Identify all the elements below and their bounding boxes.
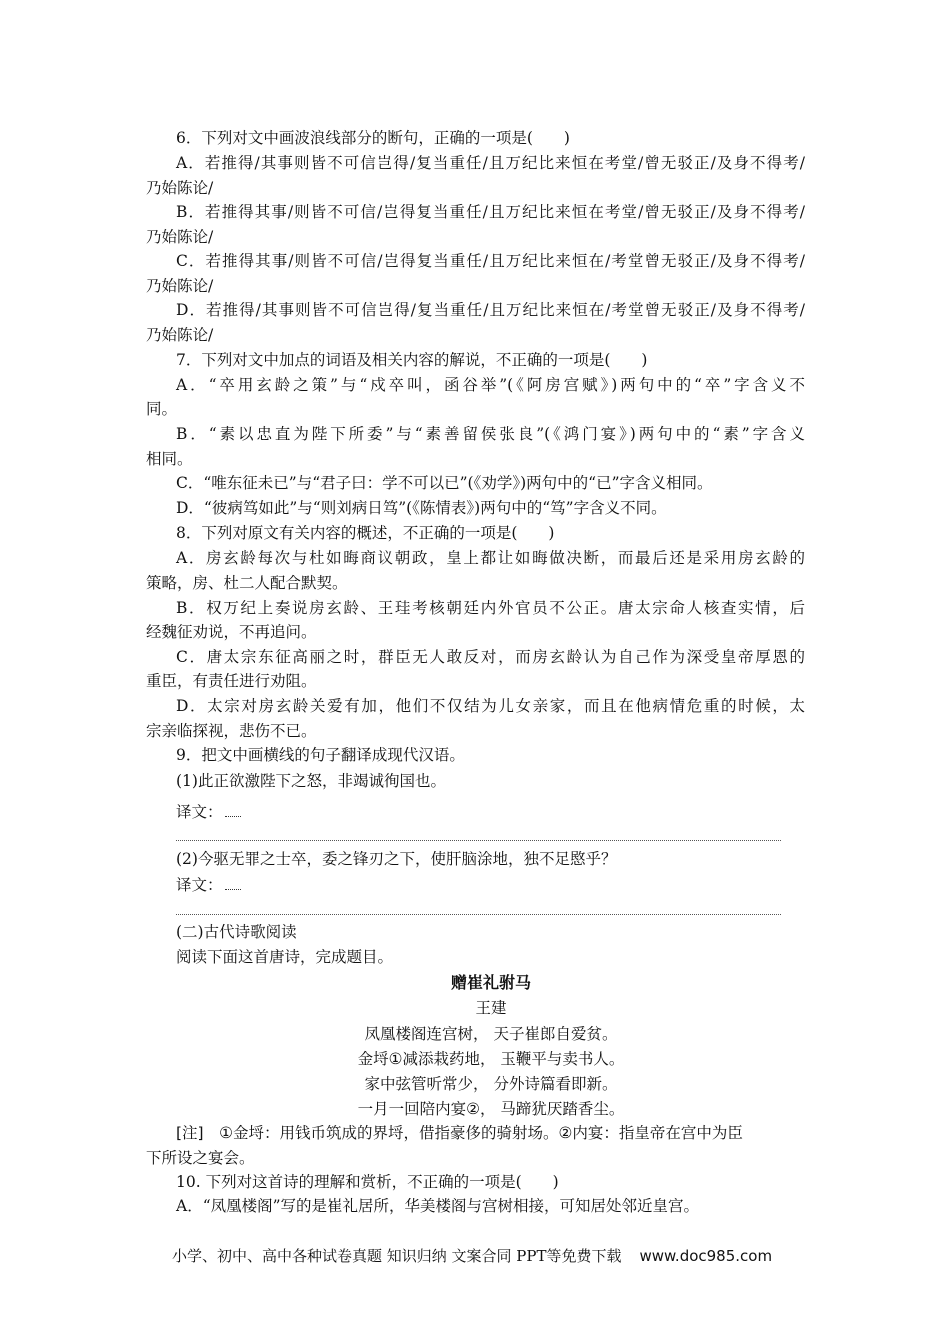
poem-line-4: 一月一回陪内宴②， 马蹄犹厌踏香尘。: [357, 1100, 625, 1118]
q7-option-b-cont: 相同。: [146, 450, 193, 468]
q8-option-c: C．唐太宗东征高丽之时，群臣无人敢反对，而房玄龄认为自己作为深受皇帝厚恩的: [176, 648, 805, 666]
q6-option-b-cont: 乃始陈论/: [146, 228, 214, 246]
poem-note: [注] ①金埒：用钱币筑成的界埒，借指豪侈的骑射场。②内宴：指皇帝在宫中为臣: [176, 1124, 743, 1142]
q6-option-c-cont: 乃始陈论/: [146, 277, 214, 295]
footer-url[interactable]: www.doc985.com: [639, 1247, 773, 1265]
q10-stem: 10. 下列对这首诗的理解和赏析，不正确的一项是( ): [176, 1173, 559, 1191]
poem-note-cont: 下所设之宴会。: [146, 1149, 255, 1167]
q6-option-a-cont: 乃始陈论/: [146, 179, 214, 197]
q8-option-a-cont: 策略，房、杜二人配合默契。: [146, 574, 348, 592]
poem-line-2: 金埒①减添栽药地， 玉鞭平与卖书人。: [357, 1050, 625, 1068]
answer-blank[interactable]: [225, 802, 241, 817]
q6-option-d: D．若推得/其事则皆不可信岂得/复当重任/且万纪比来恒在/考堂曾无驳正/及身不得考/: [176, 301, 805, 319]
q8-option-b: B．权万纪上奏说房玄龄、王珪考核朝廷内外官员不公正。唐太宗命人核查实情，后: [176, 599, 805, 617]
poem-line-1: 凤凰楼阁连宫树， 天子崔郎自爱贫。: [364, 1025, 618, 1043]
q6-option-c: C．若推得其事/则皆不可信/岂得复当重任/且万纪比来恒在/考堂曾无驳正/及身不得考/: [176, 252, 805, 270]
poem-title: 赠崔礼驸马: [450, 973, 531, 992]
poem-line-3: 家中弦管听常少， 分外诗篇看即新。: [364, 1075, 618, 1093]
q9-sentence-2: (2)今驱无罪之士卒，委之锋刃之下，使肝脑涂地，独不足愍乎？: [176, 850, 617, 868]
q9-answer-label-1: [176, 801, 241, 823]
q8-option-c-cont: 重臣，有责任进行劝阻。: [146, 672, 317, 690]
q9-answer-label-2: [176, 874, 241, 896]
q6-option-b: B．若推得其事/则皆不可信/岂得复当重任/且万纪比来恒在考堂/曾无驳正/及身不得考/: [176, 203, 805, 221]
q10-option-a: A．“凤凰楼阁”写的是崔礼居所，华美楼阁与宫树相接，可知居处邻近皇宫。: [176, 1197, 700, 1215]
q7-option-d: D．“彼病笃如此”与“则刘病日笃”(《陈情表》)两句中的“笃”字含义不同。: [176, 499, 667, 517]
q8-option-d: D．太宗对房玄龄关爱有加，他们不仅结为儿女亲家，而且在他病情危重的时候，太: [176, 697, 805, 715]
q8-option-a: A．房玄龄每次与杜如晦商议朝政，皇上都让如晦做决断，而最后还是采用房玄龄的: [176, 549, 805, 567]
q8-option-d-cont: 宗亲临探视，悲伤不已。: [146, 722, 317, 740]
q7-option-c: C．“唯东征未已”与“君子曰：学不可以已”(《劝学》)两句中的“已”字含义相同。: [176, 474, 713, 492]
translation-label: 译文：: [176, 876, 223, 894]
q7-stem: 7．下列对文中加点的词语及相关内容的解说，不正确的一项是( ): [176, 351, 648, 369]
q8-option-b-cont: 经魏征劝说，不再追问。: [146, 623, 317, 641]
section-title: (二)古代诗歌阅读: [176, 923, 297, 941]
footer-text: 小学、初中、高中各种试卷真题 知识归纳 文案合同 PPT等免费下载: [172, 1247, 622, 1265]
section-intro: 阅读下面这首唐诗，完成题目。: [176, 948, 394, 966]
q7-option-a-cont: 同。: [146, 400, 178, 418]
q7-option-a: A．“卒用玄龄之策”与“戍卒叫，函谷举”(《阿房宫赋》)两句中的“卒”字含义不: [176, 376, 805, 394]
q6-stem: 6．下列对文中画波浪线部分的断句，正确的一项是( ): [176, 129, 570, 147]
answer-line-2[interactable]: [176, 914, 781, 915]
page-footer: [172, 1245, 772, 1266]
q6-option-a: A．若推得/其事则皆不可信岂得/复当重任/且万纪比来恒在考堂/曾无驳正/及身不得考/: [176, 154, 805, 172]
q6-option-d-cont: 乃始陈论/: [146, 326, 214, 344]
translation-label: 译文：: [176, 803, 223, 821]
q8-stem: 8．下列对原文有关内容的概述，不正确的一项是( ): [176, 524, 555, 542]
q9-stem: 9．把文中画横线的句子翻译成现代汉语。: [176, 746, 465, 764]
answer-line-1[interactable]: [176, 840, 781, 841]
q9-sentence-1: (1)此正欲激陛下之怒，非竭诚徇国也。: [176, 772, 446, 790]
q7-option-b: B．“素以忠直为陛下所委”与“素善留侯张良”(《鸿门宴》)两句中的“素”字含义: [176, 425, 805, 443]
poem-author: 王建: [475, 999, 507, 1017]
answer-blank[interactable]: [225, 875, 241, 890]
